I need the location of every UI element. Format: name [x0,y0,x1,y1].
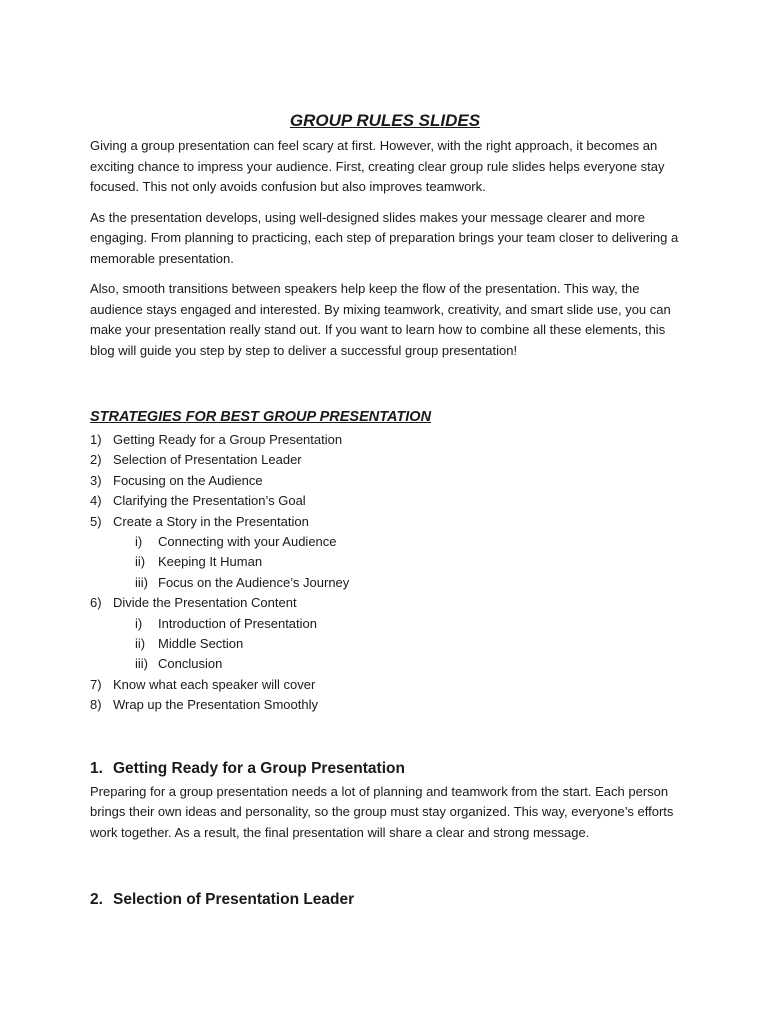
list-item-label: Keeping It Human [158,554,263,570]
list-item-number: iii) [135,574,148,590]
list-item [90,695,680,715]
section-number: 2. [90,891,103,909]
list-item-number: 5) [90,513,102,529]
list-item [90,491,680,511]
list-item-label: Selection of Presentation Leader [113,452,302,468]
list-item-label: Getting Ready for a Group Presentation [113,432,343,447]
list-item-number: 6) [90,595,102,611]
list-item-number: ii) [135,554,146,570]
list-item-label: Divide the Presentation Content [113,595,297,611]
list-item [90,450,680,470]
list-item-label: Wrap up the Presentation Smoothly [113,697,318,713]
list-item-number: 3) [90,472,102,488]
document-title: GROUP RULES SLIDES [289,111,481,130]
list-item-number: 1) [90,432,102,447]
section-heading [90,889,680,911]
section-heading [90,758,680,780]
sub-list-item [90,573,680,593]
list-item-number: iii) [135,656,148,672]
list-item-label: Focusing on the Audience [113,472,263,488]
list-item [90,593,680,613]
sub-list-item [90,614,680,634]
document-content [90,110,680,913]
list-item-number: i) [135,534,143,550]
intro-paragraph: Giving a group presentation can feel scary at first. However, with the right approach, it becomes an exciting chance to impress your audience. First, creating clear group rule slides helps everyone stay focused. This not only avoids confusion but also improves teamwork. [90,138,665,194]
list-item-number: i) [135,615,143,631]
sub-list-item [90,552,680,572]
intro-paragraph: Also, smooth transitions between speakers help keep the flow of the presentation. This way, the audience stays engaged and interested. By mixing teamwork, creativity, and smart slide use, you can make your presentation really stand out. If you want to learn how to combine all these elements, this blog will guide you step by step to deliver a successful group presentation! [90,281,671,358]
list-item-label: Middle Section [158,636,244,652]
section-number: 1. [90,759,103,777]
list-item-label: Connecting with your Audience [158,534,337,550]
list-item-label: Clarifying the Presentation’s Goal [113,493,306,509]
list-item [90,675,680,695]
list-item-number: 2) [90,452,102,468]
list-item-number: ii) [135,636,146,652]
sub-list-item [90,634,680,654]
list-item-label: Focus on the Audience’s Journey [158,574,350,590]
list-item-label: Know what each speaker will cover [113,676,316,692]
strategies-heading: STRATEGIES FOR BEST GROUP PRESENTATION [90,409,432,425]
list-item-number: 7) [90,676,102,692]
list-item [90,471,680,491]
intro-paragraph: As the presentation develops, using well-designed slides makes your message clearer and more engaging. From planning to practicing, each step of preparation brings your team closer to delivering a memorable presentation. [90,209,679,266]
list-item-label: Conclusion [158,656,223,672]
list-item-label: Create a Story in the Presentation [113,513,309,529]
section-title: Selection of Presentation Leader [113,891,355,909]
sub-list-item [90,532,680,552]
section-body: Preparing for a group presentation needs a lot of planning and teamwork from the start. Each person brings their own ideas and personality, so the group must stay organized. This way, everyone’s efforts work together. As a result, the final presentation will share a clear and strong message. [90,783,674,840]
sub-list-item [90,654,680,674]
strategies-list [90,430,680,716]
section-title: Getting Ready for a Group Presentation [113,759,405,777]
list-item [90,512,680,532]
list-item-number: 8) [90,697,102,713]
list-item-number: 4) [90,493,102,509]
list-item [90,430,680,450]
list-item-label: Introduction of Presentation [158,615,317,631]
